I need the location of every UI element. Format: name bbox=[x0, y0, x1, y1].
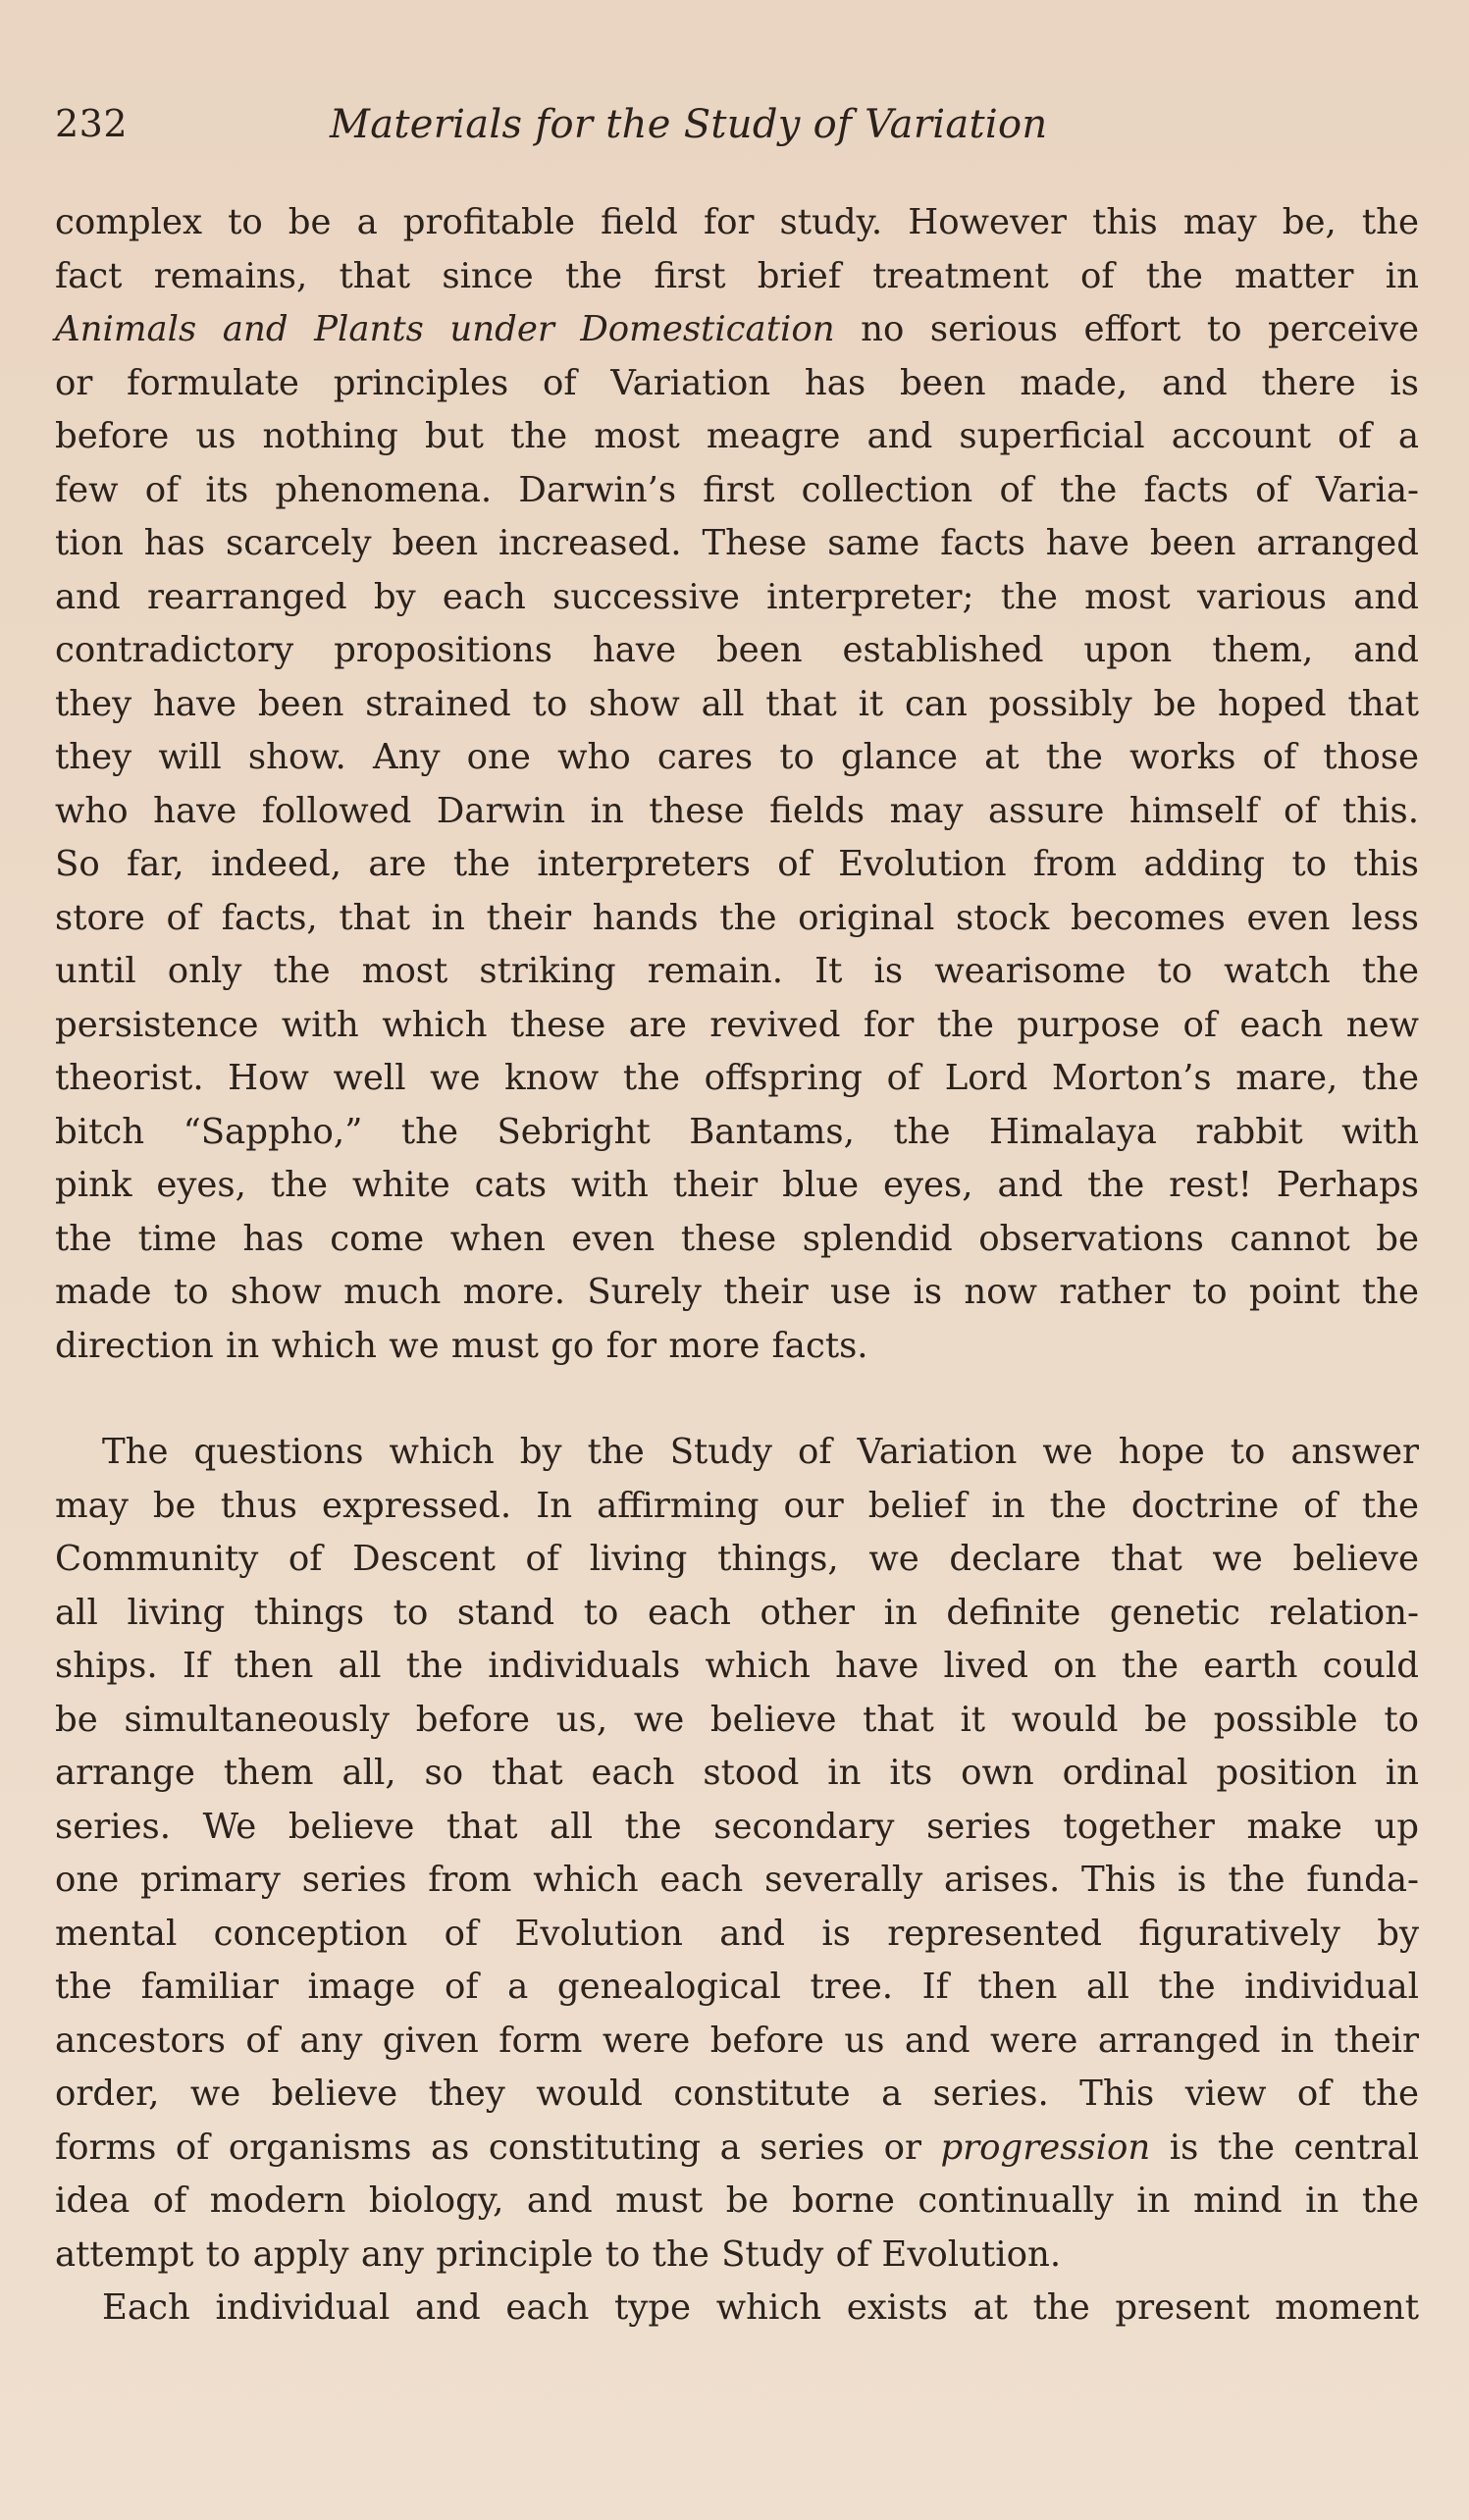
text-line: contradictory propositions have been established upon them, and bbox=[55, 630, 1419, 670]
book-title-italic: Animals and Plants under Domestication bbox=[55, 309, 835, 349]
paragraph-3 bbox=[55, 2282, 1419, 2336]
emphasis-italic: progression bbox=[940, 2126, 1151, 2168]
text-line: the familiar image of a genealogical tree. If then all the individual bbox=[55, 1967, 1419, 2007]
text-line: pink eyes, the white cats with their blue eyes, and the rest! Perhaps bbox=[55, 1165, 1419, 1205]
text-line: bitch “Sappho,” the Sebright Bantams, the Himalaya rabbit with bbox=[55, 1111, 1419, 1152]
body-text bbox=[55, 196, 1419, 2336]
text-line: made to show much more. Surely their use is now rather to point the bbox=[55, 1272, 1419, 1312]
text-line: they will show. Any one who cares to glance at the works of those bbox=[55, 737, 1419, 777]
text-line: the time has come when even these splendid observations cannot be bbox=[55, 1218, 1419, 1259]
text-line: be simultaneously before us, we believe that it would be possible to bbox=[55, 1699, 1419, 1740]
text-line: Each individual and each type which exists at the present moment bbox=[102, 2287, 1419, 2328]
text-line: order, we believe they would constitute a series. This view of the bbox=[55, 2074, 1419, 2114]
text-line: So far, indeed, are the interpreters of Evolution from adding to this bbox=[55, 844, 1419, 884]
text-line: persistence with which these are revived for the purpose of each new bbox=[55, 1004, 1419, 1045]
paragraph-gap bbox=[55, 1373, 1419, 1426]
text-line: or formulate principles of Variation has been made, and there is bbox=[55, 362, 1419, 403]
text-line: ships. If then all the individuals which have lived on the earth could bbox=[55, 1646, 1419, 1686]
text-line: The questions which by the Study of Variation we hope to answer bbox=[102, 1432, 1419, 1472]
text-span: no serious effort to perceive bbox=[834, 309, 1420, 349]
text-line: before us nothing but the most meagre and superficial account of a bbox=[55, 416, 1419, 456]
text-line: who have followed Darwin in these fields may assure himself of this. bbox=[55, 790, 1419, 831]
text-line: may be thus expressed. In affirming our belief in the doctrine of the bbox=[55, 1485, 1419, 1526]
running-title: Materials for the Study of Variation bbox=[330, 102, 1048, 147]
paragraph-2 bbox=[55, 1426, 1419, 2282]
text-line: one primary series from which each severally arises. This is the funda- bbox=[55, 1860, 1419, 1900]
text-line bbox=[55, 303, 1419, 357]
text-line: they have been strained to show all that it can possibly be hoped that bbox=[55, 683, 1419, 724]
page-number: 232 bbox=[55, 102, 129, 145]
text-line bbox=[55, 2122, 1419, 2176]
book-page bbox=[55, 102, 1420, 2328]
text-line: store of facts, that in their hands the original stock becomes even less bbox=[55, 897, 1419, 938]
text-line: and rearranged by each successive interpreter; the most various and bbox=[55, 576, 1419, 617]
text-span: is the central bbox=[1150, 2126, 1419, 2168]
text-line: all living things to stand to each other in definite genetic relation- bbox=[55, 1592, 1419, 1633]
text-line: tion has scarcely been increased. These same facts have been arranged bbox=[55, 523, 1419, 563]
page-header bbox=[55, 102, 1419, 161]
text-line: theorist. How well we know the offspring of Lord Morton’s mare, the bbox=[55, 1058, 1419, 1098]
text-line: idea of modern biology, and must be borne continually in mind in the bbox=[55, 2180, 1419, 2221]
text-line: arrange them all, so that each stood in its own ordinal position in bbox=[55, 1753, 1419, 1793]
paragraph-1 bbox=[55, 196, 1419, 1373]
text-line: mental conception of Evolution and is represented figuratively by bbox=[55, 1913, 1419, 1954]
text-line: complex to be a profitable field for study. However this may be, the bbox=[55, 202, 1419, 242]
text-line: series. We believe that all the secondary series together make up bbox=[55, 1806, 1419, 1847]
text-line: fact remains, that since the first brief treatment of the matter in bbox=[55, 255, 1419, 296]
text-line: attempt to apply any principle to the Study of Evolution. bbox=[55, 2233, 1062, 2275]
text-span: forms of organisms as constituting a series or bbox=[55, 2126, 941, 2168]
text-line: ancestors of any given form were before us and were arranged in their bbox=[55, 2020, 1419, 2061]
text-line: few of its phenomena. Darwin’s first collection of the facts of Varia- bbox=[55, 469, 1419, 510]
text-line: Community of Descent of living things, we declare that we believe bbox=[55, 1539, 1419, 1579]
text-line: direction in which we must go for more facts. bbox=[55, 1325, 868, 1366]
text-line: until only the most striking remain. It is wearisome to watch the bbox=[55, 951, 1419, 991]
